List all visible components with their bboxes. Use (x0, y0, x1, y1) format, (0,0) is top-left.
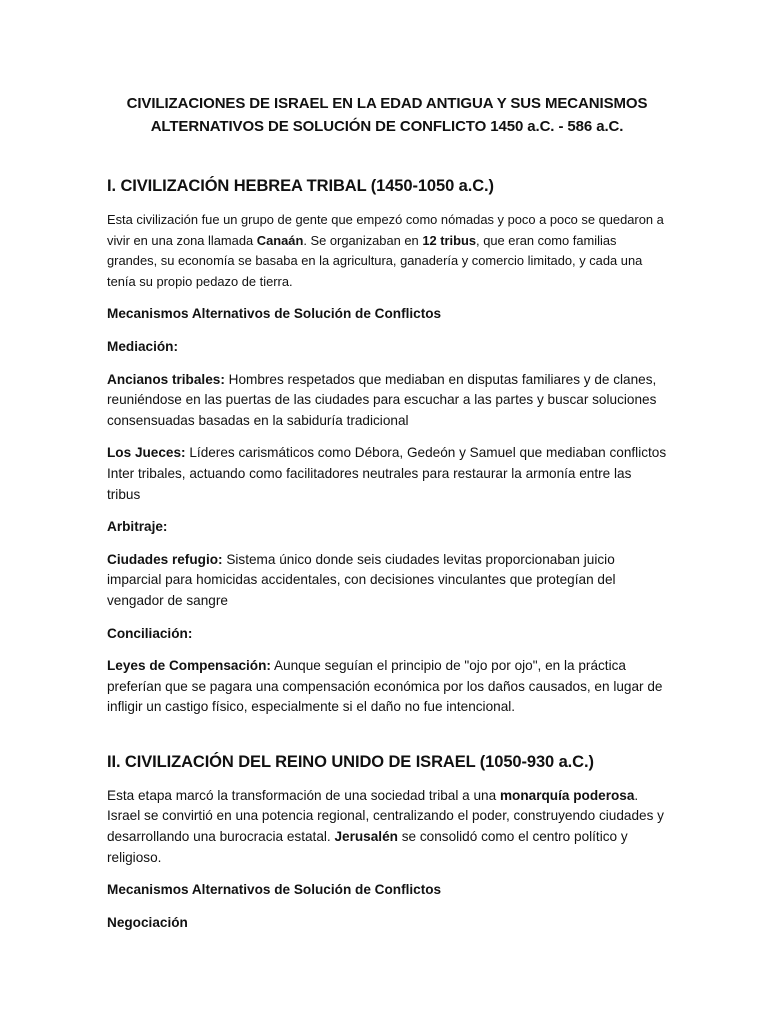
text-run: , que eran como familias grandes, su economía se basaba en la agricultura, ganadería y comercio limitado, y cada una tenía su propio pedazo de tierra. (107, 232, 643, 289)
text-run: Esta civilización fue un grupo de gente que empezó como nómadas y poco a poco se quedaron a vivir en una zona llamada (107, 212, 664, 248)
mediacion-label: Mediación: (107, 338, 178, 354)
bold-term-12-tribus: 12 tribus (422, 232, 477, 248)
text-run: Líderes carismáticos como Débora, Gedeón y Samuel que mediaban conflictos Inter tribales, actuando como facilitadores neutrales para restaurar la armonía entre las tribus (107, 445, 667, 502)
document-title: CIVILIZACIONES DE ISRAEL EN LA EDAD ANTIGUA Y SUS MECANISMOS ALTERNATIVOS DE SOLUCIÓN DE CONFLICTO 1450 a.C. - 586 a.C. (126, 95, 648, 135)
section-heading-hebrew-tribal: I. CIVILIZACIÓN HEBREA TRIBAL (1450-1050 a.C.) (107, 177, 494, 195)
negociacion-label: Negociación (107, 914, 188, 930)
term-jueces: Los Jueces: (107, 445, 186, 461)
text-run: Sistema único donde seis ciudades levitas proporcionaban juicio imparcial para homicidas accidentales, con decisiones vinculantes que protegían del vengador de sangre (107, 551, 616, 608)
term-ciudades-refugio: Ciudades refugio: (107, 551, 223, 567)
term-leyes-compensacion: Leyes de Compensación: (107, 658, 271, 674)
ancianos-paragraph (107, 370, 667, 432)
text-run: Hombres respetados que mediaban en disputas familiares y de clanes, reuniéndose en las puertas de las ciudades para escuchar a las partes y buscar soluciones consensuadas basadas en la sabiduría tradicional (107, 371, 657, 428)
text-run: Aunque seguían el principio de "ojo por ojo", en la práctica preferían que se pagara una compensación económica por los daños causados, en lugar de infligir un castigo físico, especialmente si el daño no fue intencional. (107, 658, 663, 715)
bold-term-jerusalen: Jerusalén (334, 829, 398, 845)
term-ancianos: Ancianos tribales: (107, 371, 225, 387)
text-run: . Se organizaban en (303, 232, 423, 248)
document-page (107, 92, 667, 933)
conciliacion-label: Conciliación: (107, 625, 193, 641)
section1-intro-paragraph (107, 210, 667, 292)
mechanisms-title: Mecanismos Alternativos de Solución de Conflictos (107, 306, 442, 322)
leyes-compensacion-paragraph (107, 656, 667, 718)
jueces-paragraph (107, 443, 667, 505)
section2-intro-paragraph (107, 786, 667, 868)
text-run: se consolidó como el centro político y religioso. (107, 829, 628, 865)
mechanisms-title: Mecanismos Alternativos de Solución de Conflictos (107, 882, 442, 898)
text-run: Esta etapa marcó la transformación de una sociedad tribal a una (107, 787, 500, 803)
arbitraje-label: Arbitraje: (107, 519, 168, 535)
text-run: . Israel se convirtió en una potencia regional, centralizando el poder, construyendo ciudades y desarrollando una burocracia estatal. (107, 787, 664, 845)
ciudades-refugio-paragraph (107, 550, 667, 612)
section-heading-reino-unido: II. CIVILIZACIÓN DEL REINO UNIDO DE ISRAEL (1050-930 a.C.) (107, 752, 594, 771)
bold-term-monarquia: monarquía poderosa (499, 787, 635, 803)
bold-term-canaan: Canaán (256, 232, 304, 248)
